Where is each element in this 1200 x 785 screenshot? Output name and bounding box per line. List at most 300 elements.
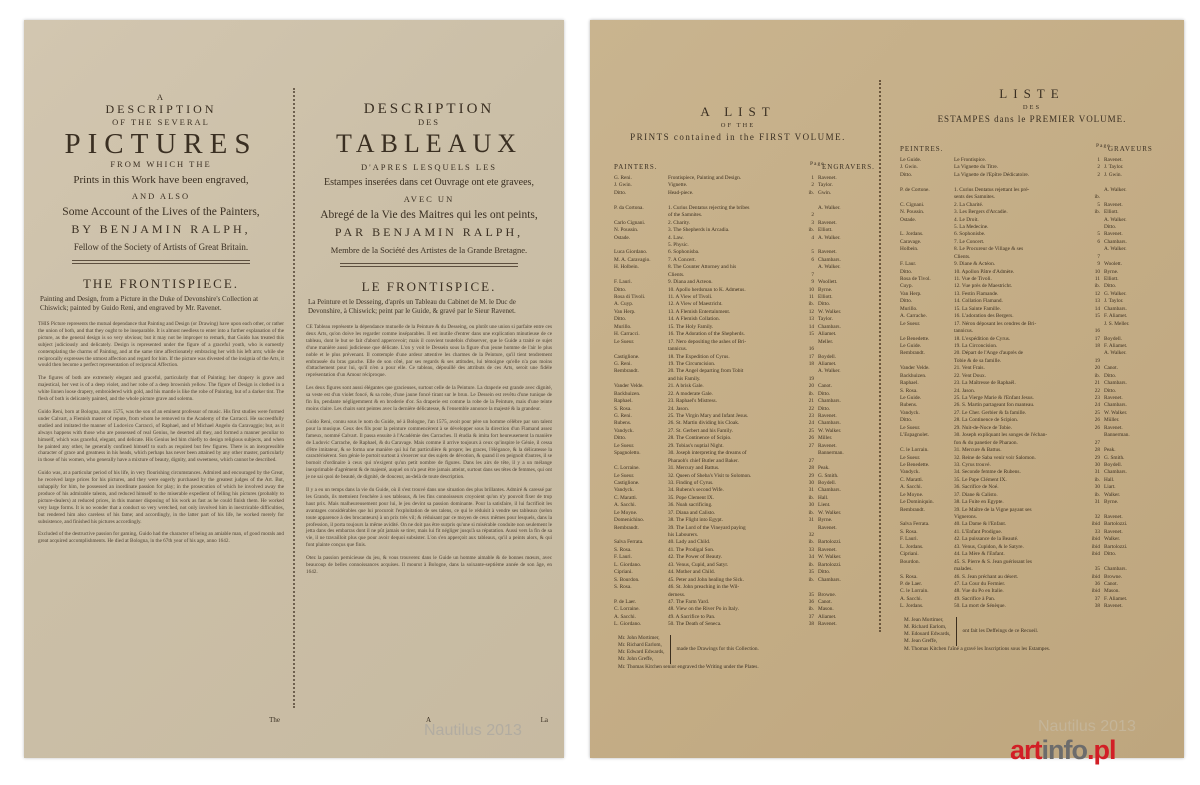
page-number: ib. [808, 301, 814, 308]
list-item [886, 536, 1178, 543]
page-number: 5 [811, 249, 814, 256]
engraver-name [818, 532, 876, 539]
list-item [886, 514, 1178, 521]
engraver-name: Ravenet. [818, 524, 837, 531]
rule [340, 266, 518, 267]
plate-title: 45. Peter and John healing the Sick. [668, 576, 744, 583]
plate-title: 29. Tobias's nuptial Night. [668, 442, 724, 449]
credits-note: ont fait les Deffeings de ce Recueil. [962, 627, 1039, 634]
plate-title: 37. Diane & Calisto. [954, 491, 998, 498]
plate-title: 9. Diana and Acteon. [668, 279, 713, 286]
painter-name [600, 458, 668, 465]
engraver-name: Ravenet. [818, 621, 837, 628]
french-list [886, 20, 1178, 758]
page-number: 30 [1094, 484, 1100, 491]
plate-title: 32. Queen of Sheba's Visit to Solomon. [668, 472, 752, 479]
page-number [1086, 432, 1104, 439]
list-item [600, 242, 876, 249]
page-number: 11 [808, 294, 814, 300]
page-number: 16 [1094, 328, 1100, 335]
list-item [886, 328, 1178, 335]
plate-title: 44. Mother and Child. [668, 569, 715, 576]
page-number: 2 [811, 182, 814, 189]
list-item [600, 205, 876, 212]
engraver-name: Ravenet. [1104, 395, 1123, 401]
title-line: D'APRES LESQUELS LES [361, 162, 497, 172]
page-number: 28 [1094, 447, 1100, 454]
plate-title: and his Family. [668, 375, 701, 382]
plate-title: 20. The Angel departing from Tobit [668, 368, 744, 375]
page-number: 29 [1094, 454, 1100, 461]
page-number: ib. [808, 576, 814, 583]
painter-name: Vandyck. [614, 427, 634, 434]
rule [340, 263, 518, 264]
list-item [886, 224, 1178, 231]
frontispiece-heading: LE FRONTISPICE. [361, 279, 497, 294]
plate-title: 40. La Dame & l'Enfant. [954, 521, 1007, 528]
plate-title: 18. The Expedition of Cyrus. [668, 353, 730, 360]
engraver-name: A. Walker. [818, 264, 841, 271]
page-number: 36 [1094, 580, 1100, 587]
page-number: 6 [811, 256, 814, 263]
credits-block [886, 617, 1178, 646]
list-item [600, 487, 876, 494]
painter-name: Carlo Cignani. [614, 219, 646, 226]
page-number: ibid [1091, 551, 1100, 558]
entries-list [600, 175, 876, 629]
painter-name: Vandyck. [900, 469, 920, 476]
engraver-name: Müller. [1104, 417, 1120, 424]
list-title-of: OF THE [720, 122, 756, 129]
engraver-name: G. Smith. [1104, 454, 1125, 461]
list-item [886, 417, 1178, 424]
page-number: 34 [808, 554, 814, 561]
painter-name: Murillo. [614, 323, 632, 330]
list-item [600, 376, 876, 383]
page-number: 22 [1094, 387, 1100, 394]
list-item [886, 521, 1178, 528]
engraver-name: Ravenet. [818, 249, 837, 256]
plate-title: Head-piece. [668, 189, 694, 196]
engraver-name: Boydell. [1104, 461, 1123, 468]
engraver-name: Bartolozzi. [818, 561, 842, 568]
plate-title: malades. [954, 566, 973, 573]
list-item [886, 402, 1178, 409]
page-number: 1 [1097, 157, 1100, 163]
plate-title: 24. Jason. [668, 405, 690, 412]
list-item [886, 157, 1178, 164]
plate-title: 17. Nero depositing the ashes of Bri- [668, 338, 747, 345]
page-number: 38 [1094, 603, 1100, 610]
list-item [600, 510, 876, 517]
plate-title: 36. Noah sacrificing. [668, 502, 713, 509]
engraver-name: Boydell. [818, 353, 837, 360]
painter-name: P. da Cortona. [614, 204, 644, 211]
column-header-page: Page [810, 161, 825, 167]
engraver-name [1104, 179, 1178, 186]
list-title: A LIST [700, 104, 776, 119]
painter-name: Le Moyne. [614, 509, 638, 516]
page-number: 13 [1094, 298, 1100, 305]
engraver-name: A. Walker. [1104, 186, 1127, 193]
plate-title: 43. Venus, Cupidon, & le Satyre. [954, 543, 1024, 550]
credits-note: made the Drawings for this Collection. [676, 645, 759, 652]
watermark: Nautilus 2013 [424, 722, 522, 739]
page-number [800, 525, 818, 532]
page-number: 12 [808, 308, 814, 315]
paragraph: CE Tableau représente la dépendance mutuelle de la Peinture & du Desseing, ou plutôt une union si parfaite entre ces deux Arts, qu'on doive les regarder comme inséparables. Il est inutile d'entrer dans une explication minutieuse de ce tableau, dont le but se fait d'abord appercevoir; mais il convient toutefois d'observer, que le Guide a traité ce sujet d'une manière aussi judicieuse que délicate. L'on y voit le Dessein sous la figure d'un jeune homme de l'air le plus noble et le plus prévenant. Il contemple d'une ardeur attentive les charmes de la Peinture, qu'il tient tendrement embrassée du bras gauche. Elle de son côté, par ses regards & ses attitudes, lui témoigne qu'elle n'a pas moins d'attachement pour lui, qu'il n'en a pour elle. Ce tableau, dépouillé des attributs de ces Arts, seroit une fidèle représentation d'un Amour réciproque. [306, 324, 552, 379]
page-number: ib. [808, 606, 814, 613]
page-number [800, 368, 818, 375]
page-number: 36 [808, 598, 814, 605]
painter-name: Backhuizen. [900, 372, 927, 379]
painter-name: Rembrandt. [900, 506, 925, 513]
title-line: DESCRIPTION [363, 101, 495, 117]
page-number: 35 [1094, 566, 1100, 573]
engraver-name: Lient. [818, 502, 831, 509]
list-item [600, 621, 876, 628]
engraver-name [818, 584, 876, 591]
title-main: PICTURES [64, 128, 258, 160]
engraver-name: Canot. [818, 383, 832, 390]
title-line: OF THE SEVERAL [112, 117, 210, 127]
credits-names [904, 617, 957, 646]
painter-name: Rosa de Tivol. [900, 276, 931, 282]
engraver-name: Ditto. [1104, 551, 1117, 558]
list-item [886, 425, 1178, 432]
list-item [886, 492, 1178, 499]
engraver-name: F. Aliamet. [1104, 342, 1128, 349]
engraver-name: Bannerman. [1104, 432, 1130, 439]
list-item [886, 187, 1178, 194]
plate-title: 1. Curius Dentatus rejecting the bribes [668, 204, 750, 211]
painter-name: Ditto. [614, 189, 627, 196]
plate-title: 11. A View of Tivoli. [668, 294, 713, 300]
engraver-name: Ravenet. [1104, 514, 1123, 520]
plate-title: Vignerons. [954, 514, 978, 520]
page-number: 23 [808, 413, 814, 419]
painter-name: A. Sacchi. [614, 613, 636, 620]
plate-title: 42. The Power of Beauty. [668, 554, 722, 561]
painter-name: C. Maratti. [614, 494, 638, 501]
list-item [886, 410, 1178, 417]
list-item [600, 324, 876, 331]
plate-title: 5. La Medecine. [954, 223, 989, 230]
page-number: ib. [808, 494, 814, 501]
painter-name: Rubens. [614, 420, 632, 427]
painter-name: H. Holbein. [614, 264, 639, 271]
list-item [600, 450, 876, 457]
painter-name: C. Cignani. [900, 201, 925, 208]
page-number: ib. [1094, 491, 1100, 498]
engraver-name: Boydell. [1104, 335, 1123, 342]
credit-name: Mr. John Mortimer, [618, 634, 660, 641]
plate-title: 38. The Flight into Egypt. [668, 517, 723, 524]
page-number: ibid [1091, 588, 1100, 595]
page-number: ib. [808, 561, 814, 568]
painter-name: P. de Laer. [900, 580, 923, 587]
plate-title [954, 179, 1086, 186]
painter-name [600, 242, 668, 249]
plate-title: 2. La Charité. [954, 201, 984, 208]
plate-title: 16. The Adoration of the Shepherds. [668, 331, 745, 338]
plate-title: 10. Apollon Pâtre d'Admète. [954, 268, 1015, 275]
engraver-name: Elliott. [1104, 209, 1119, 216]
plate-title: 35. Le Pape Clément IX. [954, 476, 1007, 483]
engraver-name: Ravenet. [1104, 528, 1123, 535]
page-number: 27 [1094, 439, 1100, 446]
painter-name [886, 224, 954, 231]
list-item [886, 432, 1178, 439]
painter-name: P. de Cortone. [900, 186, 930, 193]
painter-name [600, 197, 668, 204]
engraver-name: Ravenet. [818, 442, 837, 449]
engraver-name: A. Walker. [1104, 216, 1127, 223]
list-title-sub: PRINTS contained in the FIRST VOLUME. [630, 132, 846, 142]
plate-title: 29. Nuit-de-Noce de Tobie. [954, 424, 1012, 431]
list-title-sub: ESTAMPES dans le PREMIER VOLUME. [937, 114, 1127, 124]
logo-part: art [1010, 735, 1042, 765]
plate-title: 44. La Mère & l'Enfant. [954, 551, 1005, 558]
page-number: 11 [1094, 276, 1100, 282]
page-number [800, 197, 818, 204]
list-item [600, 398, 876, 405]
page-number: 30 [1094, 461, 1100, 468]
list-item [886, 574, 1178, 581]
page-number: 17 [808, 353, 814, 360]
painter-name: Le Sueur. [614, 472, 635, 479]
page-number: ib. [1094, 476, 1100, 483]
painter-name: Ostade. [614, 234, 631, 241]
engraver-name [1104, 440, 1178, 447]
list-item [600, 339, 876, 346]
list-item [886, 209, 1178, 216]
painter-name: G. Reni. [614, 175, 632, 181]
plate-title: 19. La Circoncision. [954, 342, 998, 349]
engraver-name: Ravenet. [1104, 157, 1123, 163]
page-number: 16 [808, 346, 814, 353]
engraver-name [818, 272, 876, 279]
engraver-name: Hall. [1104, 476, 1115, 483]
plate-title: fon & du panetier de Pharaon. [954, 439, 1018, 446]
list-item [886, 507, 1178, 514]
plate-title: 28. La Continence de Scipion. [954, 417, 1019, 424]
engraver-name [818, 376, 876, 383]
plate-title: 25. The Virgin Mary and Infant Jesus. [668, 413, 749, 419]
page-number: 33 [1094, 528, 1100, 535]
list-item [600, 458, 876, 465]
column-header-painters: PEINTRES. [900, 145, 944, 153]
plate-title: 31. Mercury and Battus. [668, 465, 720, 472]
page-number: 37 [1094, 595, 1100, 602]
plate-title: 48. Vue du Po en Italie. [954, 588, 1004, 595]
plate-title: La Vignette de l'Epître Dédicatoire. [954, 171, 1030, 178]
painter-name: Salva Ferrata. [614, 539, 644, 546]
plate-title: Tobie & de sa famille. [954, 357, 1002, 364]
engraver-name: Ditto. [818, 405, 831, 412]
painter-name: Rubens. [900, 402, 918, 409]
plate-title: 16. L'adoration des Bergers. [954, 313, 1014, 320]
list-item [886, 179, 1178, 186]
page-number: 25 [808, 427, 814, 434]
painter-name: Luca Giordano. [614, 249, 648, 256]
painter-name: Ditto. [900, 298, 913, 305]
title-line: Prints in this Work have been engraved, [73, 174, 249, 186]
plate-title: 23. Raphael's Mistress. [668, 398, 717, 405]
engraver-name: Ravenet. [818, 546, 837, 553]
plate-title: 11. Vue de Tivoli. [954, 276, 992, 282]
engraver-name: A. Walker. [818, 234, 841, 241]
plate-title: 46. S. Jean préchant au désert. [954, 573, 1019, 580]
credit-name: M. Edouard Edwards, [904, 631, 951, 638]
paragraph: The figures of both are extremely elegant and graceful, particularly that of Painting; her drapery is grave and majestical, her vest is of a deep violet, and her robe of a deep brownish yellow. The figure of Design is clothed in a white linnen loose drapery, embroidered with gold, and his mantle is like the robe of Painting, but of a darker tint. The flesh of both is delicately painted, and the whole picture grave and solemn. [38, 375, 284, 403]
list-item [886, 291, 1178, 298]
list-item [600, 435, 876, 442]
catchword: The [269, 716, 280, 724]
painter-name: S. Rosa. [614, 546, 632, 553]
engraver-name: Ditto. [818, 301, 831, 308]
engraver-name: Elliott. [1104, 276, 1119, 282]
page-number: 32 [1094, 514, 1100, 520]
painter-name: Ditto. [900, 171, 913, 178]
engraver-name: Ditto. [818, 390, 831, 397]
plate-title: 41. The Prodigal Son. [668, 546, 715, 553]
list-item [600, 443, 876, 450]
plate-title: 49. Sacrifice à Pan. [954, 595, 996, 602]
painter-name: Le Benedette. [900, 461, 930, 468]
engraver-name: Elliott. [818, 294, 833, 300]
page-number: 26 [808, 435, 814, 442]
plate-title: 49. A Sacrifice to Pan. [668, 613, 716, 620]
english-list [600, 20, 876, 758]
column-header-painters: PAINTERS. [614, 163, 658, 171]
painter-name [886, 254, 954, 261]
engraver-name: Mason. [818, 606, 834, 613]
plate-title: 41. L'Enfant Prodigue. [954, 528, 1003, 535]
painter-name: S. Rosa. [900, 573, 918, 580]
page-number: 2 [811, 212, 814, 219]
list-item [600, 287, 876, 294]
painter-name: S. Rosa. [614, 405, 632, 412]
plate-title: 23. La Maîtresse de Raphaël. [954, 380, 1016, 387]
plate-title: 43. Venus, Cupid, and Satyr. [668, 561, 729, 568]
engraver-name: Meller. [818, 338, 834, 345]
engraver-name: Chambars. [1104, 469, 1127, 476]
engraver-name: W. Walker. [818, 308, 842, 315]
plate-title: 40. Lady and Child. [668, 539, 711, 546]
plate-title: 15. La Sainte Famille. [954, 305, 1001, 312]
page-number: 14 [808, 323, 814, 330]
painter-name: Rembrandt. [900, 350, 925, 357]
list-item [600, 562, 876, 569]
list-item [886, 440, 1178, 447]
list-item [600, 465, 876, 472]
plate-title: 39. Le Maître de la Vigne payant ses [954, 506, 1032, 513]
list-item [886, 588, 1178, 595]
list-item [886, 358, 1178, 365]
list-item [600, 473, 876, 480]
engraver-name [818, 458, 876, 465]
engraver-name: Chambars. [1104, 566, 1127, 573]
list-item [886, 343, 1178, 350]
plate-title: 13. A Flemish Entertainment. [668, 308, 731, 315]
plate-title: 6. Sophonisba. [668, 249, 700, 256]
painter-name: Le Sueur. [900, 454, 921, 461]
painter-name: M. A. Caravagio. [614, 256, 651, 263]
engraver-name: Ditto. [1104, 387, 1117, 394]
logo-part: .pl [1087, 735, 1116, 765]
table-header [600, 157, 876, 175]
engraver-name: Mason. [1104, 588, 1120, 595]
engraver-name: A. Walker. [818, 204, 841, 211]
list-item [886, 484, 1178, 491]
credit-name: Mr. Edward Edwards, [618, 649, 665, 656]
list-heading [600, 104, 876, 143]
rule [72, 263, 250, 264]
engraver-name: G. Smith. [818, 472, 839, 479]
engraver-name: Chambars. [818, 398, 841, 405]
engraver-name: W. Walker. [818, 427, 842, 434]
credit-name: M. Jean Greffe, [904, 638, 938, 645]
title-line: Abregé de la Vie des Maitres qui les ont peints, [320, 209, 538, 221]
plate-title: 4. Law. [668, 234, 684, 241]
list-item [886, 559, 1178, 566]
list-item [600, 182, 876, 189]
painter-name: Cuyp. [900, 283, 913, 290]
engraver-name: Ditto. [818, 569, 831, 576]
page-number: 31 [808, 517, 814, 524]
page-number: ibid [1091, 573, 1100, 580]
plate-title: Clients. [668, 271, 685, 278]
painter-name: Le Sueur. [614, 338, 635, 345]
plate-title: 17. Néron déposant les cendres de Bri- [954, 320, 1037, 327]
list-item [886, 581, 1178, 588]
painter-name: A. Cuyp. [614, 301, 634, 308]
author-line: PAR BENJAMIN RALPH, [334, 225, 524, 239]
engraver-name [1104, 358, 1178, 365]
list-item [600, 495, 876, 502]
list-item [886, 350, 1178, 357]
title-line: AND ALSO [131, 191, 191, 201]
page-number: 12 [1094, 290, 1100, 297]
engraver-name: Chambars. [818, 420, 841, 427]
page-number: 24 [808, 420, 814, 427]
engraver-name [1104, 194, 1178, 201]
page-number: ib. [1094, 283, 1100, 290]
engraver-name: Woolett. [1104, 261, 1122, 268]
title-line: FROM WHICH THE [110, 159, 212, 169]
plate-title: La Vignette du Titre. [954, 164, 999, 171]
plate-title: 1. Curius Dentatus rejettant les pré- [954, 186, 1030, 193]
signature-mark: A [426, 716, 432, 724]
list-item [600, 517, 876, 524]
page-number: ibid [1091, 536, 1100, 543]
page-number: 33 [808, 546, 814, 553]
list-item [886, 261, 1178, 268]
page-number: 26 [1094, 417, 1100, 424]
painter-name: Cipriani. [900, 551, 919, 558]
english-column [32, 20, 290, 758]
plate-title: Pharaoh's chief Butler and Baker. [668, 457, 739, 464]
list-item [600, 331, 876, 338]
plate-title: sents des Samnites. [954, 194, 996, 201]
engraver-name [818, 242, 876, 249]
credit-name: M. Jean Mortimer, [904, 616, 944, 623]
paragraph: Otez la passion pernicieuse du jeu, & vous trouverez dans le Guide un homme aimable & de bonnes mœurs, avec beaucoup de belles connoissances acquises. Il mourut à Bologne, dans la soixante-septième année de son âge, en 1642. [306, 555, 552, 575]
list-item [886, 477, 1178, 484]
plate-title: 8. The Counter Attorney and his [668, 264, 737, 271]
description-page [24, 20, 564, 758]
